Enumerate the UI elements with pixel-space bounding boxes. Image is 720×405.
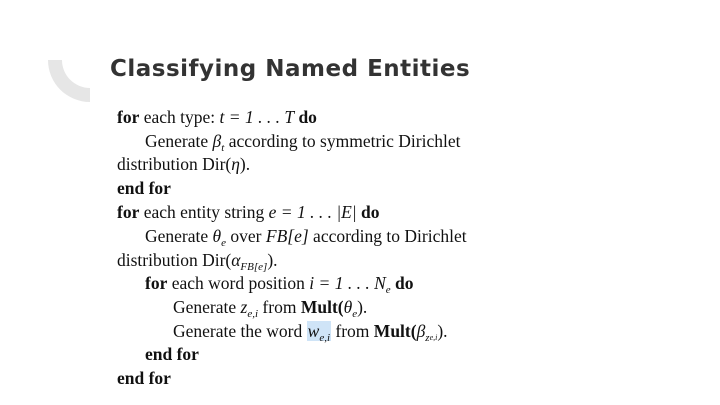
algo-line-12: end for bbox=[117, 368, 171, 388]
slide-title: Classifying Named Entities bbox=[110, 56, 471, 82]
algo-line-3: distribution Dir(η). bbox=[117, 154, 251, 174]
algo-line-4: end for bbox=[117, 178, 171, 198]
algo-line-7: distribution $Dir(\alpha_{FB[e]})$. bbox=[117, 250, 278, 273]
algo-line-1: for each type: t = 1 . . . T do bbox=[117, 107, 317, 127]
algo-line-10: Generate the word $w_{e,i}$ from $Mult(\beta_ze,i)$. bbox=[173, 321, 448, 344]
highlighted-word-variable: $w_{e,i}$ bbox=[307, 321, 331, 344]
algo-line-8: for each word position i = 1 . . . $N_e$ do bbox=[145, 273, 414, 296]
algo-line-6: Generate $\theta_e$ over FB[e] according to Dirichlet bbox=[145, 226, 467, 249]
algo-line-11: end for bbox=[145, 344, 199, 364]
algo-line-5: for each entity string e = 1 . . . |E| do bbox=[117, 202, 380, 222]
algo-line-9: Generate $z_{e,i}$ from $Mult(\theta_e)$. bbox=[173, 297, 368, 320]
decorative-arc bbox=[48, 60, 90, 102]
algo-line-2: Generate $\beta_t$ according to symmetric Dirichlet bbox=[145, 131, 461, 154]
